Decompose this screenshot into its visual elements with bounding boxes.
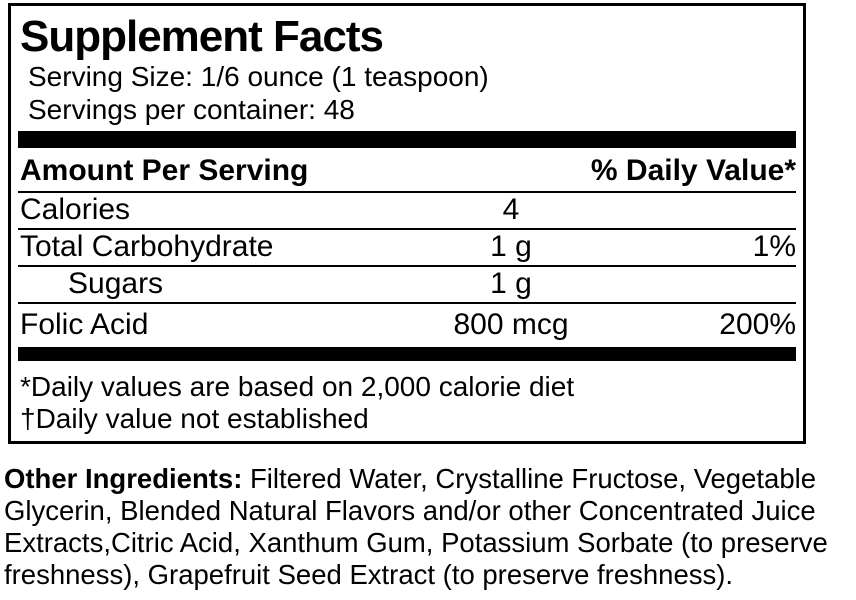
servings-per-container-line: Servings per container: 48 bbox=[28, 94, 355, 125]
panel-title: Supplement Facts bbox=[20, 12, 383, 61]
ingredients-line-3: Extracts,Citric Acid, Xanthum Gum, Potassium Sorbate (to preserve bbox=[4, 527, 828, 558]
ingredients-text: Filtered Water, Crystalline Fructose, Vegetable bbox=[250, 463, 817, 494]
nutrient-amount: 1 g bbox=[490, 267, 532, 300]
nutrient-daily-value: 1% bbox=[752, 230, 796, 263]
table-row-calories bbox=[18, 193, 796, 230]
thick-separator-bottom bbox=[18, 347, 796, 361]
ingredients-line-1 bbox=[4, 463, 854, 495]
nutrient-name: Sugars bbox=[68, 267, 164, 300]
amount-per-serving-header: Amount Per Serving bbox=[20, 154, 309, 187]
table-row-sugars bbox=[18, 267, 796, 304]
nutrient-daily-value: 200% bbox=[719, 308, 796, 341]
nutrient-name: Calories bbox=[20, 193, 131, 226]
ingredients-line-2: Glycerin, Blended Natural Flavors and/or other Concentrated Juice bbox=[4, 495, 816, 526]
serving-size-line: Serving Size: 1/6 ounce (1 teaspoon) bbox=[28, 61, 489, 92]
nutrient-amount: 4 bbox=[502, 193, 520, 226]
table-row-folic-acid bbox=[18, 304, 796, 343]
supplement-facts-panel bbox=[8, 3, 806, 444]
nutrient-name: Folic Acid bbox=[20, 308, 149, 341]
table-row-total-carbohydrate bbox=[18, 230, 796, 267]
footnote-not-established: †Daily value not established bbox=[20, 403, 369, 434]
footnote-daily-values: *Daily values are based on 2,000 calorie diet bbox=[20, 371, 575, 402]
nutrient-name: Total Carbohydrate bbox=[20, 230, 274, 263]
other-ingredients-label: Other Ingredients: bbox=[4, 463, 243, 494]
nutrient-amount: 1 g bbox=[490, 230, 532, 263]
other-ingredients-paragraph bbox=[4, 463, 854, 591]
nutrient-amount: 800 mcg bbox=[453, 308, 569, 341]
thick-separator-top bbox=[18, 131, 796, 148]
daily-value-header: % Daily Value* bbox=[590, 154, 796, 187]
table-header-row bbox=[18, 148, 796, 193]
ingredients-line-4: freshness), Grapefruit Seed Extract (to preserve freshness). bbox=[4, 559, 734, 590]
